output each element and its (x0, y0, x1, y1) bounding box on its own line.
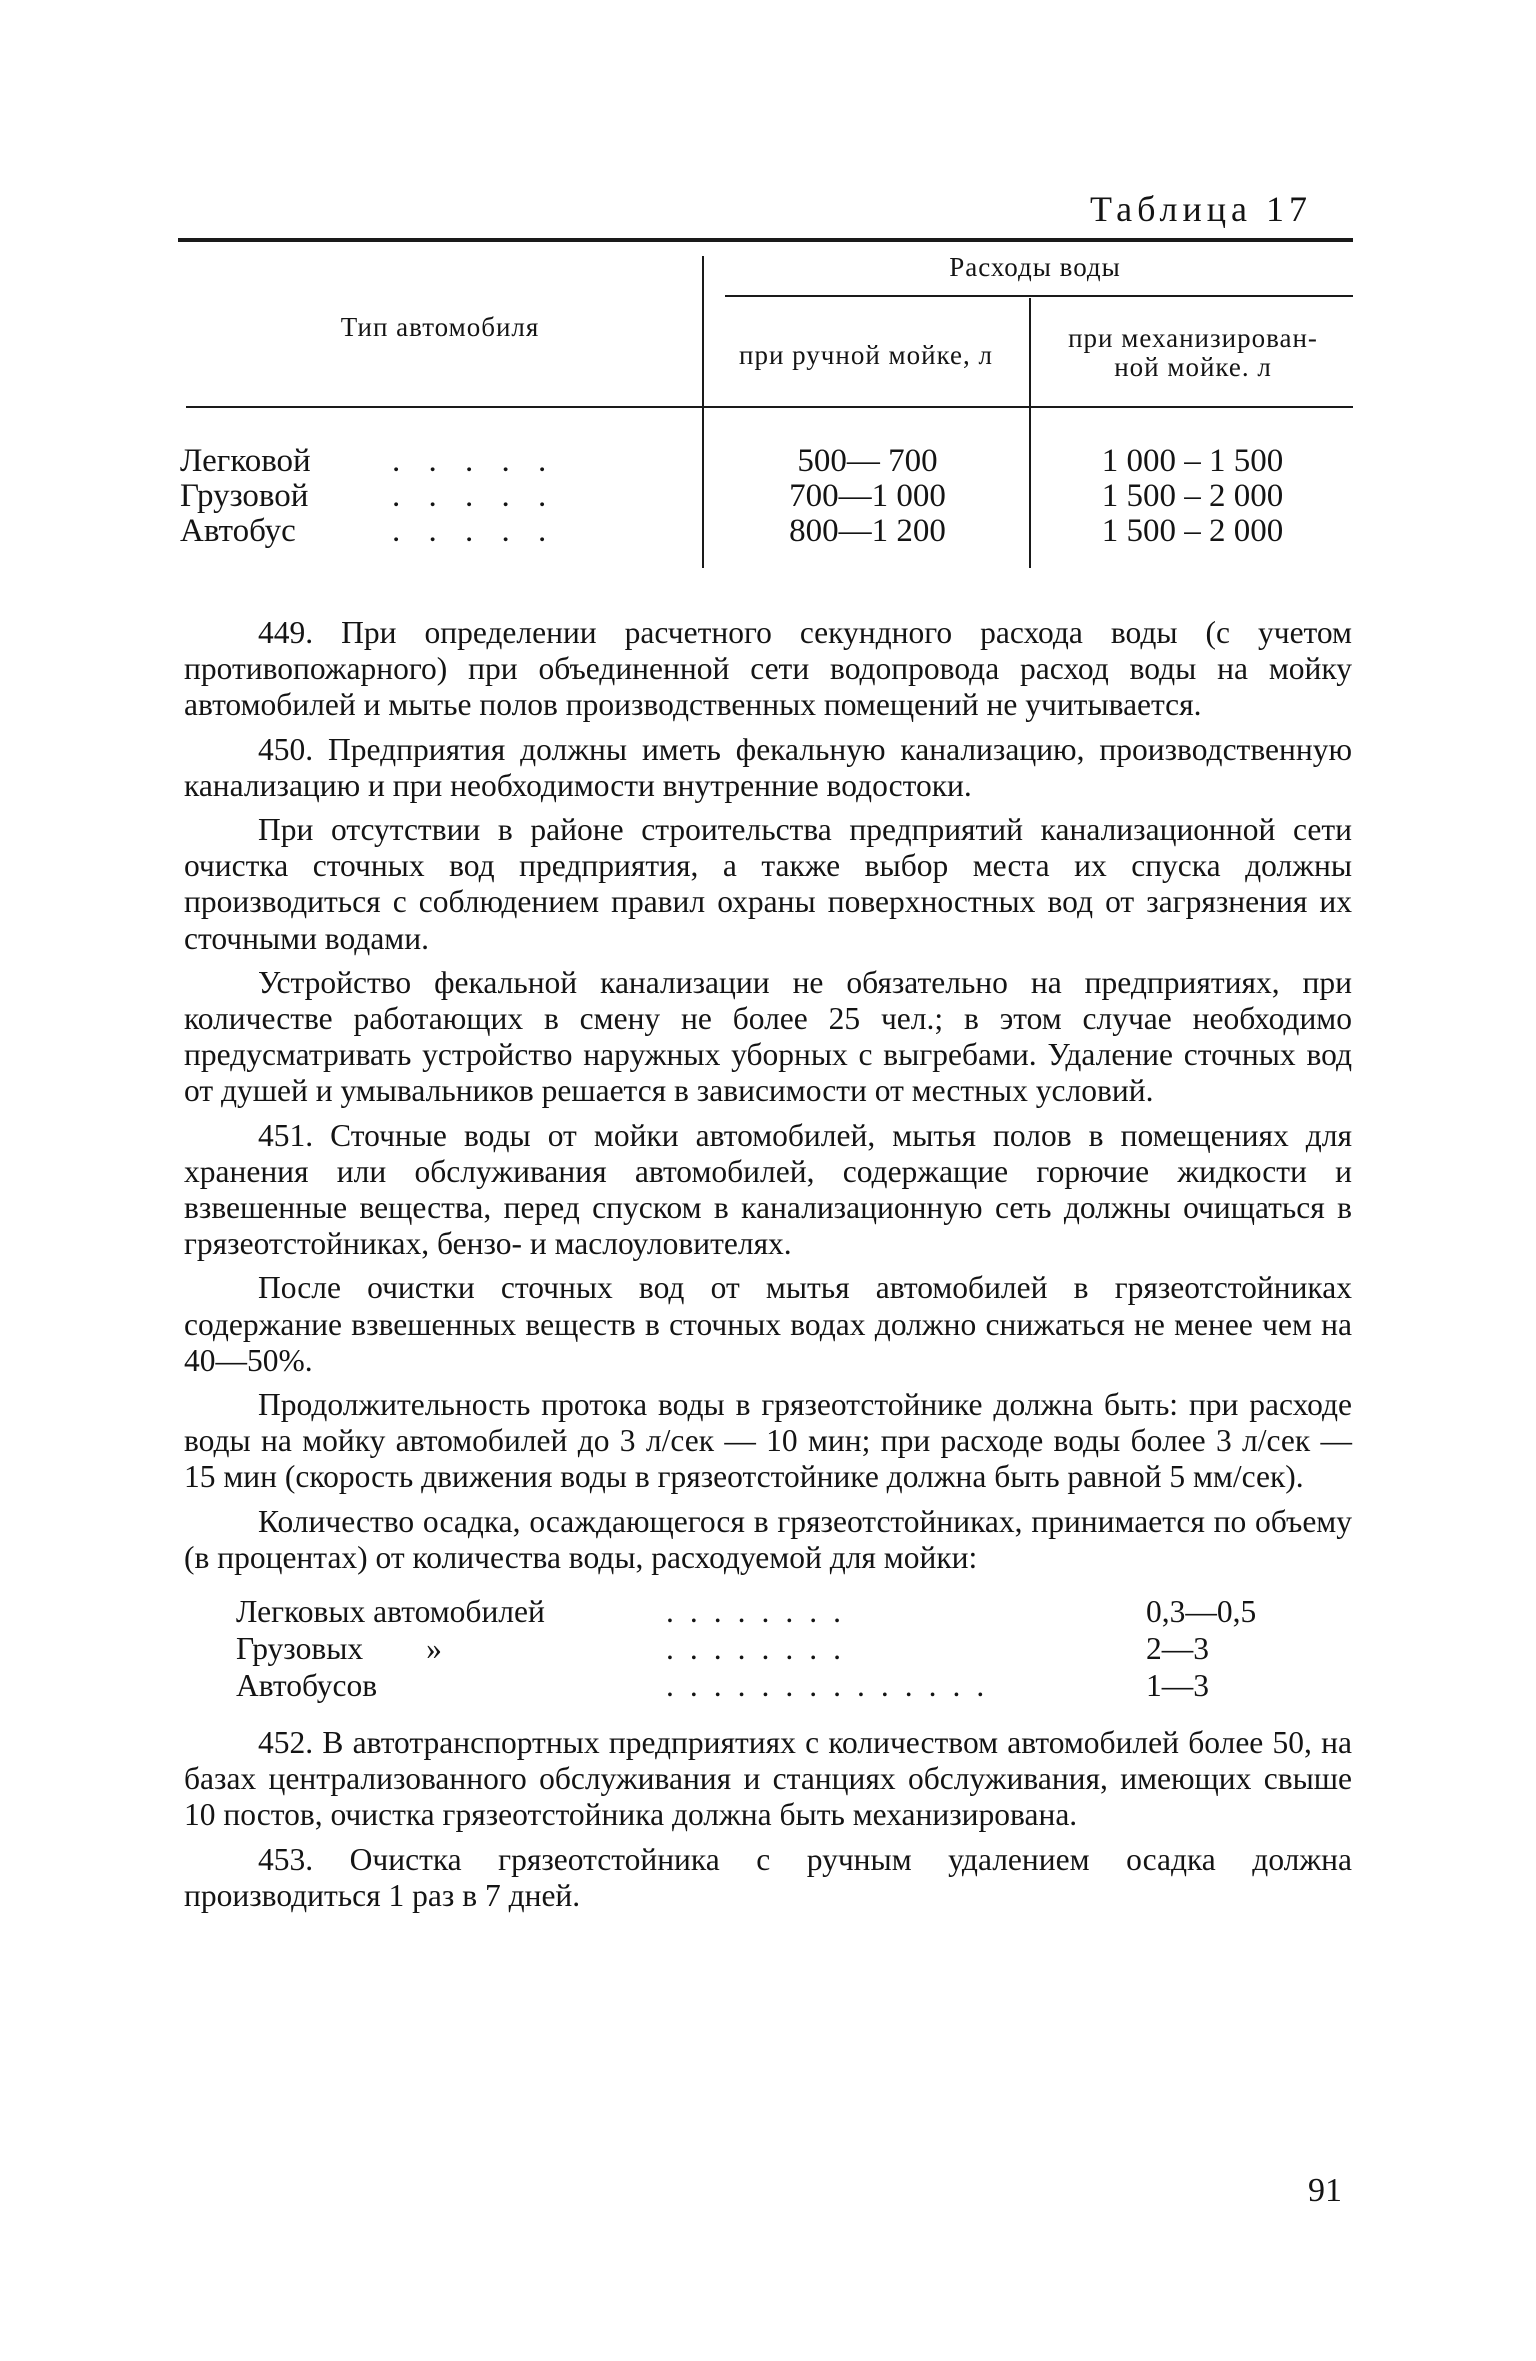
column-divider-1 (702, 256, 704, 568)
table-caption: Таблица 17 (1090, 189, 1312, 229)
paragraph-451-after-cleaning: После очистки сточных вод от мытья автомобилей в грязеотстойниках содержание взвешенных веществ в сточных водах должно снижаться не менее чем на 40—50%. (184, 1270, 1352, 1378)
row-mech-truck: 1 500 – 2 000 (1101, 478, 1284, 514)
row-type-truck: Грузовой (180, 478, 309, 514)
row-dots-light: . . . . . (392, 443, 557, 479)
paragraph-449: 449. При определении расчетного секундного расхода воды (с учетом противопожарного) при объединенной сети водопровода расход воды на мойку автомобилей и мытье полов производственных помещений не учитывается. (184, 615, 1352, 723)
page-number: 91 (1308, 2172, 1342, 2209)
paragraph-452: 452. В автотранспортных предприятиях с количеством автомобилей более 50, на базах централизованного обслуживания и станциях обслуживания, имеющих свыше 10 постов, очистка грязеотстойника должна быть механизирована. (184, 1725, 1352, 1833)
list-item-name: Автобусов (236, 1668, 378, 1704)
header-manual-wash: при ручной мойке, л (739, 340, 993, 370)
body-text (184, 615, 1352, 1914)
header-bottom-rule (186, 406, 1353, 408)
row-dots-bus: . . . . . (392, 513, 557, 549)
paragraph-450: 450. Предприятия должны иметь фекальную канализацию, производственную канализацию и при необходимости внутренние водостоки. (184, 731, 1352, 803)
list-item-value: 0,3—0,5 (1146, 1594, 1257, 1630)
row-manual-truck: 700—1 000 (789, 478, 946, 514)
list-item-dots: ........ (666, 1631, 857, 1667)
column-divider-2 (1029, 298, 1031, 568)
row-mech-light: 1 000 – 1 500 (1101, 443, 1284, 479)
list-item (236, 1631, 1296, 1668)
list-item-dots: ........ (666, 1594, 857, 1630)
row-dots-truck: . . . . . (392, 478, 557, 514)
list-item-value: 1—3 (1146, 1668, 1209, 1704)
paragraph-450-fecal: Устройство фекальной канализации не обязательно на предприятиях, при количестве работающих в смену не более 25 чел.; в этом случае необходимо предусматривать устройство наружных уборных с выгребами. Удаление сточных вод от душей и умывальников решается в зависимости от местных условий. (184, 964, 1352, 1109)
paragraph-450-no-sewer: При отсутствии в районе строительства предприятий канализационной сети очистка сточных вод предприятия, а также выбор места их спуска должны производиться с соблюдением правил охраны поверхностных вод от загрязнения их сточными водами. (184, 812, 1352, 956)
paragraph-451-flow-duration: Продолжительность протока воды в грязеотстойнике должна быть: при расходе воды на мойку автомобилей до 3 л/сек — 10 мин; при расходе воды более 3 л/сек — 15 мин (скорость движения воды в грязеотстойнике должна быть равной 5 мм/сек). (184, 1387, 1352, 1495)
row-manual-bus: 800—1 200 (789, 513, 946, 549)
paragraph-453: 453. Очистка грязеотстойника с ручным удалением осадка должна производиться 1 раз в 7 дней. (184, 1841, 1352, 1913)
sediment-list (236, 1594, 1296, 1705)
list-item (236, 1668, 1296, 1705)
row-mech-bus: 1 500 – 2 000 (1101, 513, 1284, 549)
paragraph-451: 451. Сточные воды от мойки автомобилей, мытья полов в помещениях для хранения или обслуживания автомобилей, содержащие горючие жидкости и взвешенные вещества, перед спуском в канализационную сеть должны очищаться в грязеотстойниках, бензо- и маслоуловителях. (184, 1117, 1352, 1262)
list-item-value: 2—3 (1146, 1631, 1209, 1667)
list-item-dots: .............. (666, 1668, 1001, 1704)
table-top-rule (178, 238, 1353, 242)
row-manual-light: 500— 700 (797, 443, 938, 479)
list-item (236, 1594, 1296, 1631)
row-type-light: Легковой (180, 443, 311, 479)
row-type-bus: Автобус (180, 513, 296, 549)
list-item-name: Грузовых » (236, 1631, 442, 1667)
header-vehicle-type: Тип автомобиля (340, 312, 540, 342)
paragraph-451-sediment: Количество осадка, осаждающегося в грязеотстойниках, принимается по объему (в процентах) от количества воды, расходуемой для мойки: (184, 1503, 1352, 1575)
header-group-rule (725, 295, 1353, 297)
header-water-consumption: Расходы воды (949, 252, 1121, 282)
header-mech-wash-line2: ной мойке. л (1114, 352, 1272, 382)
list-item-name: Легковых автомобилей (236, 1594, 545, 1630)
header-mech-wash-line1: при механизирован- (1068, 323, 1318, 353)
